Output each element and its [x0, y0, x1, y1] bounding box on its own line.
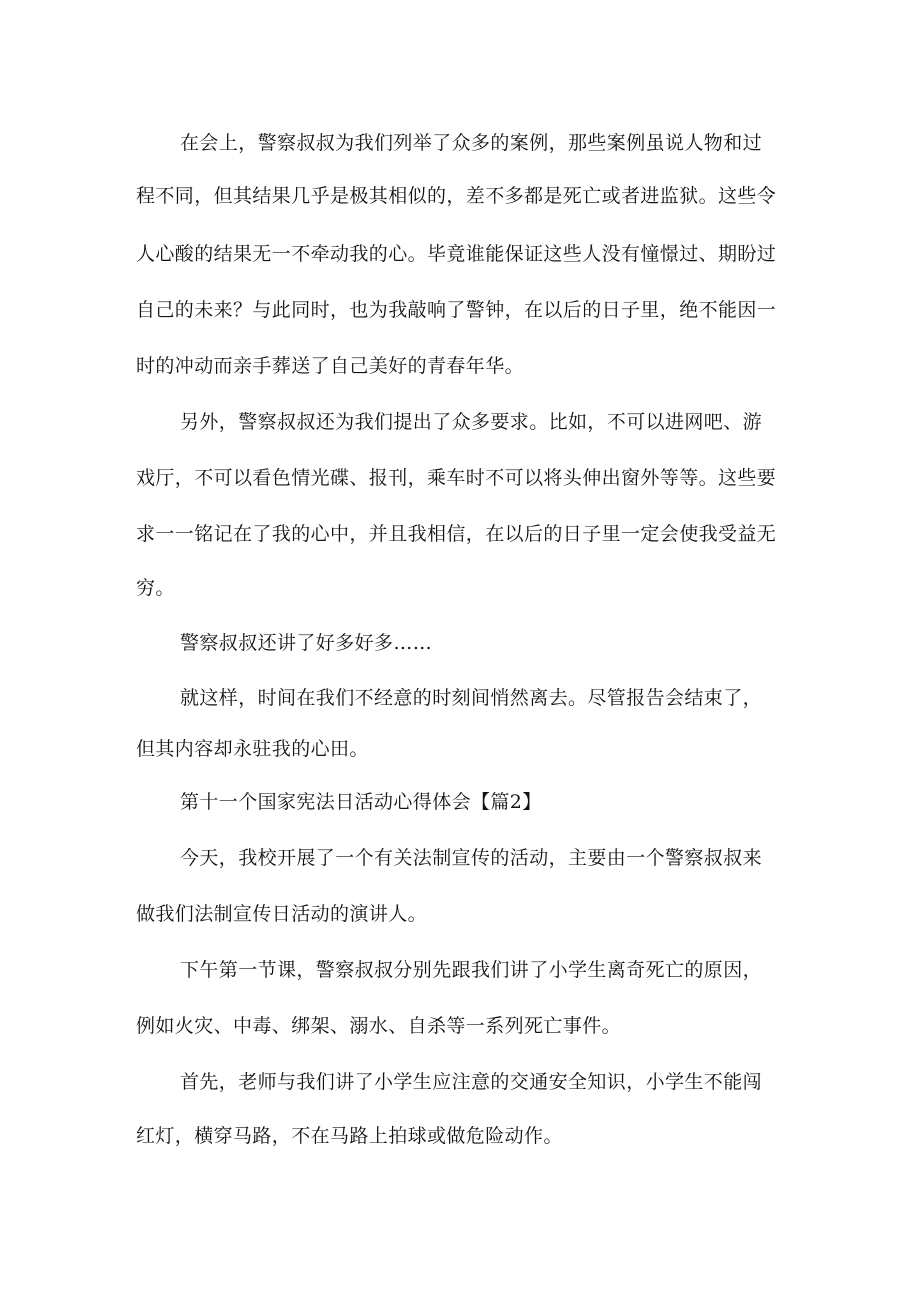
paragraph-2-line-1: 另外，警察叔叔还为我们提出了众多要求。比如，不可以进网吧、游: [180, 411, 763, 433]
paragraph-1-line-3: 人心酸的结果无一不牵动我的心。毕竟谁能保证这些人没有憧憬过、期盼过: [136, 243, 777, 265]
paragraph-2-line-2: 戏厅，不可以看色情光碟、报刊，乘车时不可以将头伸出窗外等等。这些要: [136, 467, 777, 489]
paragraph-1-line-2: 程不同，但其结果几乎是极其相似的，差不多都是死亡或者进监狱。这些令: [136, 185, 777, 207]
paragraph-7-line-1: 首先，老师与我们讲了小学生应注意的交通安全知识，小学生不能闯: [180, 1071, 763, 1093]
paragraph-2-line-3: 求一一铭记在了我的心中，并且我相信，在以后的日子里一定会使我受益无: [136, 523, 777, 545]
paragraph-1-line-4: 自己的未来？与此同时，也为我敲响了警钟，在以后的日子里，绝不能因一: [136, 299, 777, 321]
paragraph-1-line-1: 在会上，警察叔叔为我们列举了众多的案例，那些案例虽说人物和过: [180, 132, 763, 154]
paragraph-3-line-1: 警察叔叔还讲了好多好多……: [180, 632, 433, 654]
paragraph-6-line-1: 下午第一节课，警察叔叔分别先跟我们讲了小学生离奇死亡的原因，: [180, 959, 763, 981]
paragraph-1-line-5: 时的冲动而亲手葬送了自己美好的青春年华。: [136, 355, 525, 377]
paragraph-5-line-2: 做我们法制宣传日活动的演讲人。: [136, 903, 428, 925]
paragraph-4-line-1: 就这样，时间在我们不经意的时刻间悄然离去。尽管报告会结束了，: [180, 687, 763, 709]
paragraph-5-line-1: 今天，我校开展了一个有关法制宣传的活动，主要由一个警察叔叔来: [180, 847, 763, 869]
paragraph-4-line-2: 但其内容却永驻我的心田。: [136, 738, 369, 760]
paragraph-2-line-4: 穷。: [136, 577, 175, 599]
paragraph-6-line-2: 例如火灾、中毒、绑架、溺水、自杀等一系列死亡事件。: [136, 1015, 622, 1037]
paragraph-7-line-2: 红灯，横穿马路，不在马路上拍球或做危险动作。: [136, 1125, 563, 1147]
section-heading: 第十一个国家宪法日活动心得体会【篇2】: [180, 791, 542, 813]
